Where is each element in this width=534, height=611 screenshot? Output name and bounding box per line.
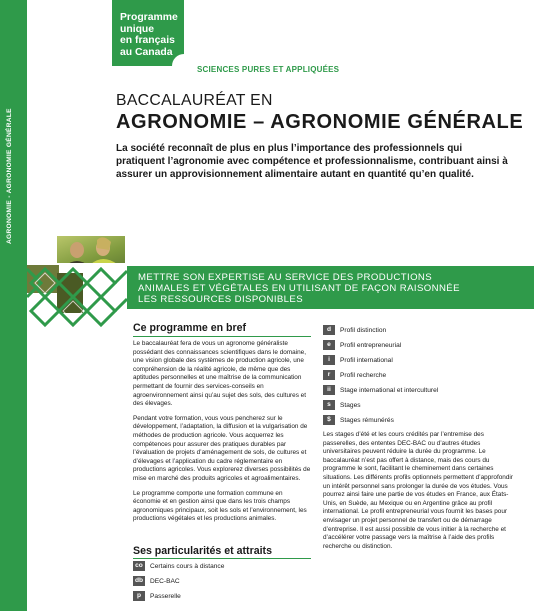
passerelle-icon: p [133,591,145,601]
research-icon: r [323,370,335,380]
entrepreneurial-icon: e [323,340,335,350]
features-heading: Ses particularités et attraits [133,545,272,557]
profile-label: Profil distinction [340,326,387,334]
feature-item [133,560,224,572]
brief-heading: Ce programme en bref [133,322,247,334]
paid-internship-icon: $ [323,415,335,425]
international-icon: i [323,355,335,365]
distance-icon: co [133,561,145,571]
profile-label: Stage international et interculturel [340,386,439,394]
program-tab-text [120,12,178,58]
brief-rule [133,336,311,337]
distinction-icon: d [323,325,335,335]
features-rule [133,558,311,559]
profile-label: Profil recherche [340,371,387,379]
profile-item [323,324,386,336]
profile-label: Stages [340,401,361,409]
profiles-paragraph: Les stages d’été et les cours crédités par l’entremise des passerelles, des ententes DEC-BAC ou d’autres études universitaires peuvent réduire la durée du programme. Le baccalauréat n’est pas offert à distance, mais des cours du programme le sont, facilitant le cheminement dans certaines situations. Les différents profils optionnels permettent d’approfondir un intérêt personnel sans prolonger la durée de vos études. Vous pourrez ainsi faire une partie de vos études en France, aux États-Unis, en Suède, au Mexique ou en Argentine grâce au profil international. Le profil entrepreneurial vous fournit les bases pour envisager un projet personnel de transfert ou de démarrage d’entreprise. Il est aussi possible de vous initier à la recherche et d’accélérer votre passage vers la maîtrise à l’aide des profils recherche ou distinction. [323,431,513,550]
feature-label: DEC-BAC [150,577,180,585]
brief-paragraph: Le programme comporte une formation commune en économie et en gestion ainsi que dans les trois champs agronomiques principaux, soit les sols et l’environnement, les productions végétales et les productions animales. [133,489,307,523]
internship-icon: s [323,400,335,410]
profile-label: Profil entrepreneurial [340,341,402,349]
profile-item [323,384,438,396]
profile-item [323,399,361,411]
profile-item [323,339,401,351]
category-label: SCIENCES PURES ET APPLIQUÉES [197,65,340,74]
sidebar-label: AGRONOMIE - AGRONOMIE GÉNÉRALE [6,108,13,244]
intercultural-internship-icon: ii [323,385,335,395]
page-title-prefix: BACCALAURÉAT EN [116,92,273,109]
page-title: AGRONOMIE – AGRONOMIE GÉNÉRALE [116,111,524,133]
intro-paragraph: La société reconnaît de plus en plus l’importance des professionnels qui pratiquent l’agronomie avec compétence et professionnalisme, contribuant ainsi à assurer un approvisionnement alimentaire autant en quantité qu’en qualité. [116,143,508,180]
brief-paragraph: Pendant votre formation, vous vous pencherez sur le développement, l’adaptation, la diffusion et la vulgarisation de méthodes de production agricole. Vous acquerrez les compétences pour assurer des pratiques durables par l’évaluation de projets d’aménagement de sols, de cultures et d’élevages et l’application du cadre réglementaire en productions agricoles. Vous explorerez diverses possibilités de mise en marché des produits agricoles et agroalimentaires. [133,414,311,482]
lattice-pattern [27,263,127,329]
profile-label: Profil international [340,356,393,364]
feature-item [133,575,180,587]
profile-item [323,414,394,426]
profile-item [323,369,386,381]
brief-body [133,340,311,530]
tab-line: Programme [120,12,178,23]
left-sidebar [0,0,27,611]
brief-paragraph: Le baccalauréat fera de vous un agronome généraliste possédant des connaissances scientifiques dans le domaine, une vision globale des systèmes de production agricole, une compréhension de la réalité agricole, de même que des aptitudes personnelles et une maîtrise de la communication permettant de fournir des services-conseils en agroenvironnement ainsi qu’au sujet des sols, des cultures et des élevages. [133,340,307,408]
tab-line: unique [120,23,155,35]
profiles-body [323,431,513,557]
profile-label: Stages rémunérés [340,416,394,424]
tab-line: en français [120,35,175,47]
banner-text [138,272,518,305]
dec-bac-icon: db [134,577,144,584]
feature-item [133,590,181,602]
banner-line: METTRE SON EXPERTISE AU SERVICE DES PRODUCTIONS [138,272,433,283]
profile-item [323,354,393,366]
tab-line: au Canada [120,46,173,58]
banner-line: ANIMALES ET VÉGÉTALES EN UTILISANT DE FAÇON RAISONNÉE [138,283,460,294]
banner-line: LES RESSOURCES DISPONIBLES [138,294,304,305]
feature-label: Passerelle [150,592,181,600]
feature-label: Certains cours à distance [150,562,225,570]
